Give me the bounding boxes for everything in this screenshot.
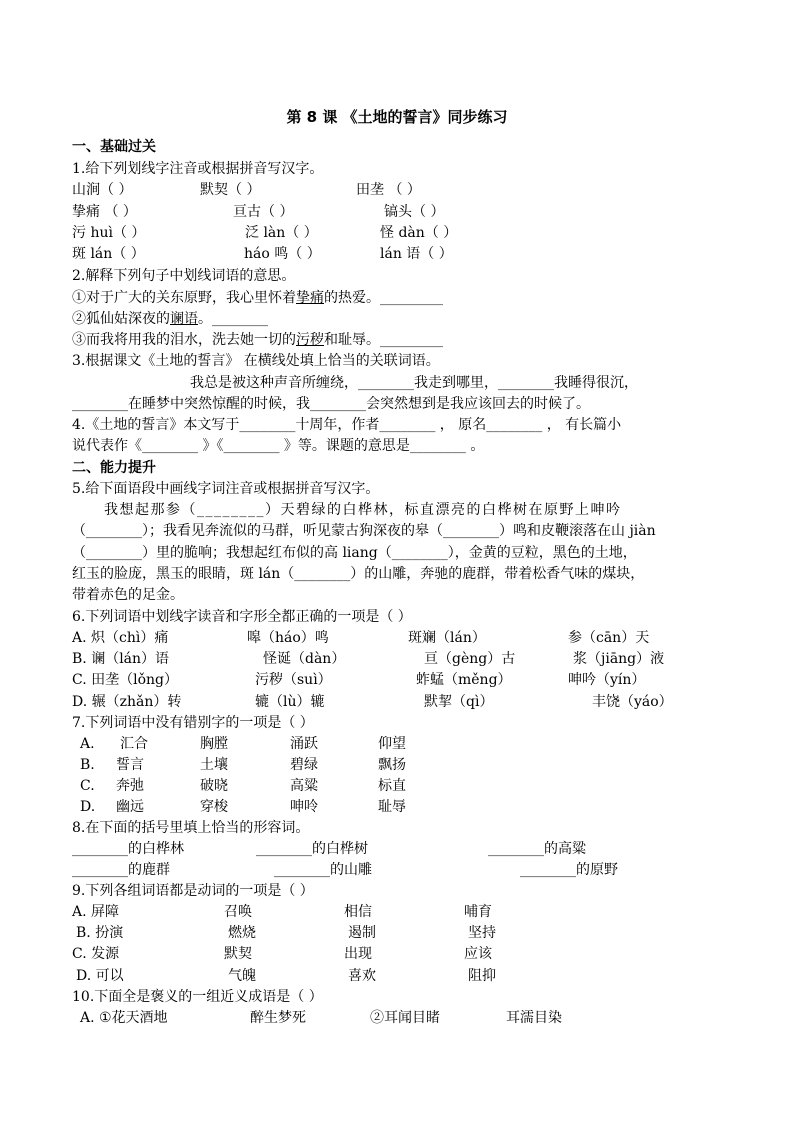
q7-word: 破晓 [200,778,228,794]
q7-word: 碧绿 [290,757,318,773]
q6-option: 呻吟（yín） [568,672,646,688]
q5-passage-line: 我想起那参（________）天碧绿的白桦林，标直漂亮的白桦树在原野上呻吟 [104,502,622,518]
q2-line-text: 和耻辱。_________ [324,332,443,348]
q7-prompt: 7.下列词语中没有错别字的一项是（ ） [72,715,314,731]
q6-option: 默挈（qì） [424,694,494,710]
q6-option: 辘（lù）辘 [255,694,325,710]
q7-word: 穿梭 [200,799,228,815]
q6-option: 亘（gèng）古 [424,651,516,667]
q2-line-text: ②狐仙姑深夜的 [72,311,170,327]
q7-word: 幽远 [116,799,144,815]
q9-option: 召唤 [224,904,252,920]
q6-prompt: 6.下列词语中划线字读音和字形全都正确的一项是（ ） [72,609,412,625]
q9-option: 应该 [464,946,492,962]
q9-option: C. 发源 [72,946,120,962]
q7-letter: A. [80,736,95,752]
q1-item: 默契（ ） [200,182,261,198]
q8-blank: ________的白桦树 [256,841,368,857]
q7-word: 仰望 [378,736,406,752]
q8-blank: ________的白桦林 [72,841,184,857]
section-heading-advanced: 二、能力提升 [72,460,156,476]
q9-option: 哺育 [464,904,492,920]
q6-option: D. 辗（zhǎn）转 [72,694,182,710]
q6-option: B. 谰（lán）语 [72,651,170,667]
q1-item: háo 鸣（ ） [244,246,321,262]
q9-option: 阻抑 [468,968,496,984]
q10-prompt: 10.下面全是褒义的一组近义成语是（ ） [72,989,323,1005]
q6-option: C. 田垄（lǒng） [72,672,178,688]
q7-word: 呻呤 [290,799,318,815]
q9-option: 出现 [344,946,372,962]
q9-option: 默契 [224,946,252,962]
q4-line-2: 说代表作《________ 》《________ 》等。课题的意思是________ 。 [72,438,485,454]
q2-line-2 [72,309,268,329]
q7-word: 高粱 [290,778,318,794]
q2-line-text: ①对于广大的关东原野，我心里怀着 [72,290,296,306]
q9-option: 坚持 [468,925,496,941]
q3-prompt: 3.根据课文《土地的誓言》 在横线处填上恰当的关联词语。 [72,353,440,369]
q5-passage-line: 红玉的脸庞，黑玉的眼睛，斑 lán（________）的山雕，奔驰的鹿群，带着松香气味的煤块， [72,566,645,582]
q2-underlined-word: 挚痛 [296,290,324,306]
q2-line-1 [72,288,443,308]
q8-blank: ________的鹿群 [72,862,170,878]
q1-item: 田垄 （ ） [356,182,421,198]
q10-option: ②耳闻目睹 [370,1010,440,1026]
q6-option: 污秽（suì） [255,672,332,688]
q1-item: 山涧（ ） [72,182,133,198]
q7-word: 土壤 [200,757,228,773]
q7-word: 标直 [378,778,406,794]
q7-word: 誓言 [116,757,144,773]
q10-option: 醉生梦死 [250,1010,306,1026]
q8-prompt: 8.在下面的括号里填上恰当的形容词。 [72,820,310,836]
q6-option: 斑斓（lán） [408,630,486,646]
q8-blank: ________的高粱 [488,841,586,857]
q7-letter: B. [80,757,95,773]
q2-line-text: ③而我将用我的泪水，洗去她一切的 [72,332,296,348]
q9-option: 相信 [344,904,372,920]
page-title: 第 8 课 《土地的誓言》同步练习 [286,108,508,126]
q1-item: 亘古（ ） [233,204,294,220]
q6-option: 嗥（háo）鸣 [247,630,329,646]
q2-line-text: 。________ [198,311,268,327]
q6-option: 丰饶（yáo） [592,694,673,710]
q9-option: A. 屏障 [72,904,120,920]
q5-prompt: 5.给下面语段中画线字词注音或根据拼音写汉字。 [72,481,380,497]
q2-prompt: 2.解释下列句子中划线词语的意思。 [72,268,296,284]
q10-option: A. ①花天酒地 [80,1010,168,1026]
q1-item: 镐头（ ） [384,204,445,220]
q6-option: 浆（jiāng）液 [573,651,665,667]
q2-line-3 [72,330,443,350]
q9-option: 遏制 [348,925,376,941]
q9-option: B. 扮演 [76,925,124,941]
q7-letter: C. [80,778,95,794]
q1-item: 斑 lán（ ） [72,246,145,262]
q5-passage-line: （________）里的脆响；我想起红布似的高 liang（________），金黄的豆粒，黑色的土地， [72,545,637,561]
section-heading-basic: 一、基础过关 [72,139,156,155]
q6-option: 参（cān）天 [568,630,650,646]
q8-blank: ________的山雕 [274,862,372,878]
q9-option: 气魄 [228,968,256,984]
q6-option: A. 炽（chì）痛 [72,630,169,646]
q7-word: 胸膛 [200,736,228,752]
q9-option: 燃烧 [228,925,256,941]
q2-underlined-word: 污秽 [296,332,324,348]
q1-item: lán 语（ ） [380,246,453,262]
q4-line-1: 4.《土地的誓言》本文写于________十周年，作者________ ， 原名________ ， 有长篇小 [72,417,622,433]
q1-item: 泛 làn（ ） [245,225,318,241]
q6-option: 怪诞（dàn） [263,651,346,667]
q1-item: 怪 dàn（ ） [380,225,458,241]
q9-option: D. 可以 [76,968,124,984]
q3-line-1: 我总是被这种声音所缠绕，________我走到哪里，________我睡得很沉， [190,375,638,391]
q5-passage-line: 带着赤色的足金。 [72,587,184,603]
q8-blank: ________的原野 [520,862,618,878]
q7-word: 耻辱 [378,799,406,815]
q3-line-2: ________在睡梦中突然惊醒的时候，我________会突然想到是我应该回去的时候了。 [72,396,590,412]
q5-passage-line: （________）；我看见奔流似的马群，听见蒙古狗深夜的皋（________）鸣和皮鞭滚落在山 jiàn [72,523,656,539]
q1-item: 挚痛 （ ） [72,204,137,220]
q10-option: 耳濡目染 [506,1010,562,1026]
q7-letter: D. [80,799,96,815]
q2-line-text: 的热爱。_________ [324,290,443,306]
q9-option: 喜欢 [348,968,376,984]
q6-option: 蚱蜢（měng） [416,672,512,688]
q7-word: 涌跃 [290,736,318,752]
q1-prompt: 1.给下列划线字注音或根据拼音写汉字。 [72,161,324,177]
q9-prompt: 9.下列各组词语都是动词的一项是（ ） [72,883,314,899]
q1-item: 污 huì（ ） [72,225,146,241]
q2-underlined-word: 谰语 [170,311,198,327]
q7-word: 汇合 [120,736,148,752]
q7-word: 飘扬 [378,757,406,773]
q7-word: 奔弛 [116,778,144,794]
